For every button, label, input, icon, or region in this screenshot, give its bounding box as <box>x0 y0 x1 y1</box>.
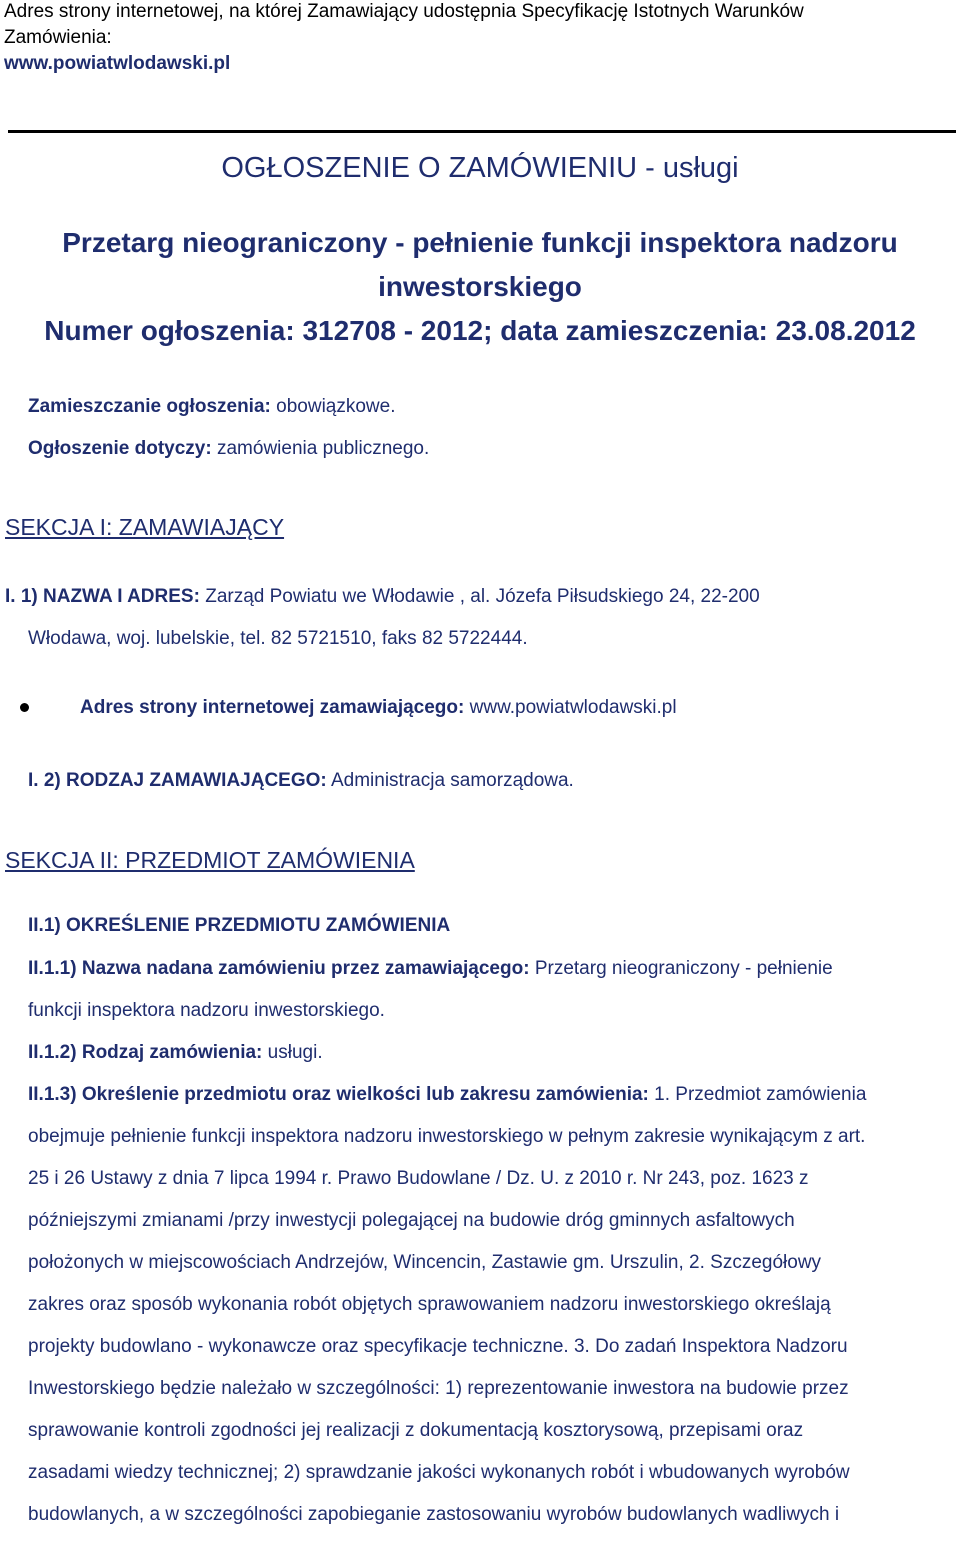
description-first-line <box>28 1080 958 1122</box>
description-line: budowlanych, a w szczególności zapobieganie zastosowaniu wyrobów budowlanych wadliwych i <box>28 1504 840 1525</box>
contract-kind-label: II.1.2) Rodzaj zamówienia: <box>28 1042 263 1063</box>
description-label: II.1.3) Określenie przedmiotu oraz wielkości lub zakresu zamówienia: <box>28 1084 649 1105</box>
placement-row <box>28 394 395 420</box>
description-line: sprawowanie kontroli zgodności jej realizacji z dokumentacją kosztorysową, przepisami oraz <box>28 1420 804 1441</box>
contracting-type-label: I. 2) RODZAJ ZAMAWIAJĄCEGO: <box>28 770 327 791</box>
section-1-heading: SEKCJA I: ZAMAWIAJĄCY <box>5 514 285 540</box>
horizontal-divider <box>8 130 956 133</box>
description-line: zasadami wiedzy technicznej; 2) sprawdzanie jakości wykonanych robót i wbudowanych wyrobów <box>28 1462 850 1483</box>
contracting-name-value-2: Włodawa, woj. lubelskie, tel. 82 5721510, faks 82 5722444. <box>28 628 528 649</box>
contracting-type-row <box>28 768 574 794</box>
description-block <box>28 1080 958 1542</box>
contracting-name-value-1: Zarząd Powiatu we Włodawie , al. Józefa Piłsudskiego 24, 22-200 <box>205 586 760 607</box>
description-line: późniejszymi zmianami /przy inwestycji polegającej na budowie dróg gminnych asfaltowych <box>28 1210 795 1231</box>
description-line: Inwestorskiego będzie należało w szczególności: 1) reprezentowanie inwestora na budowie przez <box>28 1378 849 1399</box>
contract-name-row <box>28 956 958 982</box>
contract-name-label: II.1.1) Nazwa nadana zamówieniu przez zamawiającego: <box>28 958 530 979</box>
header-line-1: Adres strony internetowej, na której Zamawiający udostępnia Specyfikację Istotnych Warunków <box>4 1 804 22</box>
concerns-row <box>28 436 429 462</box>
subject-definition-heading: II.1) OKREŚLENIE PRZEDMIOTU ZAMÓWIENIA <box>28 915 451 936</box>
concerns-label: Ogłoszenie dotyczy: <box>28 438 212 459</box>
website-label: Adres strony internetowej zamawiającego: <box>80 697 465 718</box>
description-line: zakres oraz sposób wykonania robót objętych sprawowaniem nadzoru inwestorskiego określają <box>28 1294 831 1315</box>
website-row <box>80 695 677 721</box>
siwz-url-link[interactable]: www.powiatwlodawski.pl <box>4 53 231 74</box>
placement-value: obowiązkowe. <box>276 396 396 417</box>
contract-kind-row <box>28 1040 323 1066</box>
contract-kind-value: usługi. <box>267 1042 323 1063</box>
notice-number-line: Numer ogłoszenia: 312708 - 2012; data zamieszczenia: 23.08.2012 <box>44 315 916 346</box>
subject-title-line-1: Przetarg nieograniczony - pełnienie funkcji inspektora nadzoru <box>62 227 898 258</box>
description-line: położonych w miejscowościach Andrzejów, Wincencin, Zastawie gm. Urszulin, 2. Szczegółowy <box>28 1252 822 1273</box>
description-line: 25 i 26 Ustawy z dnia 7 lipca 1994 r. Prawo Budowlane / Dz. U. z 2010 r. Nr 243, poz. 1623 z <box>28 1168 809 1189</box>
subject-title-line-2: inwestorskiego <box>378 271 582 302</box>
notice-title: OGŁOSZENIE O ZAMÓWIENIU - usługi <box>221 152 739 184</box>
placement-label: Zamieszczanie ogłoszenia: <box>28 396 271 417</box>
header-line-2: Zamówienia: <box>4 27 112 48</box>
section-2-heading: SEKCJA II: PRZEDMIOT ZAMÓWIENIA <box>5 847 415 873</box>
bullet-icon <box>20 703 29 712</box>
contracting-name-row <box>5 584 955 610</box>
description-line: projekty budowlano - wykonawcze oraz specyfikacje techniczne. 3. Do zadań Inspektora Nadzoru <box>28 1336 848 1357</box>
website-value[interactable]: www.powiatwlodawski.pl <box>469 697 677 718</box>
concerns-value: zamówienia publicznego. <box>216 438 430 459</box>
contract-name-value-1: Przetarg nieograniczony - pełnienie <box>534 958 833 979</box>
contract-name-value-2: funkcji inspektora nadzoru inwestorskiego. <box>28 1000 385 1021</box>
description-line: obejmuje pełnienie funkcji inspektora nadzoru inwestorskiego w pełnym zakresie wynikającym z art. <box>28 1126 866 1147</box>
contracting-name-label: I. 1) NAZWA I ADRES: <box>5 586 200 607</box>
description-first: 1. Przedmiot zamówienia <box>654 1084 867 1105</box>
contracting-type-value: Administracja samorządowa. <box>330 770 574 791</box>
